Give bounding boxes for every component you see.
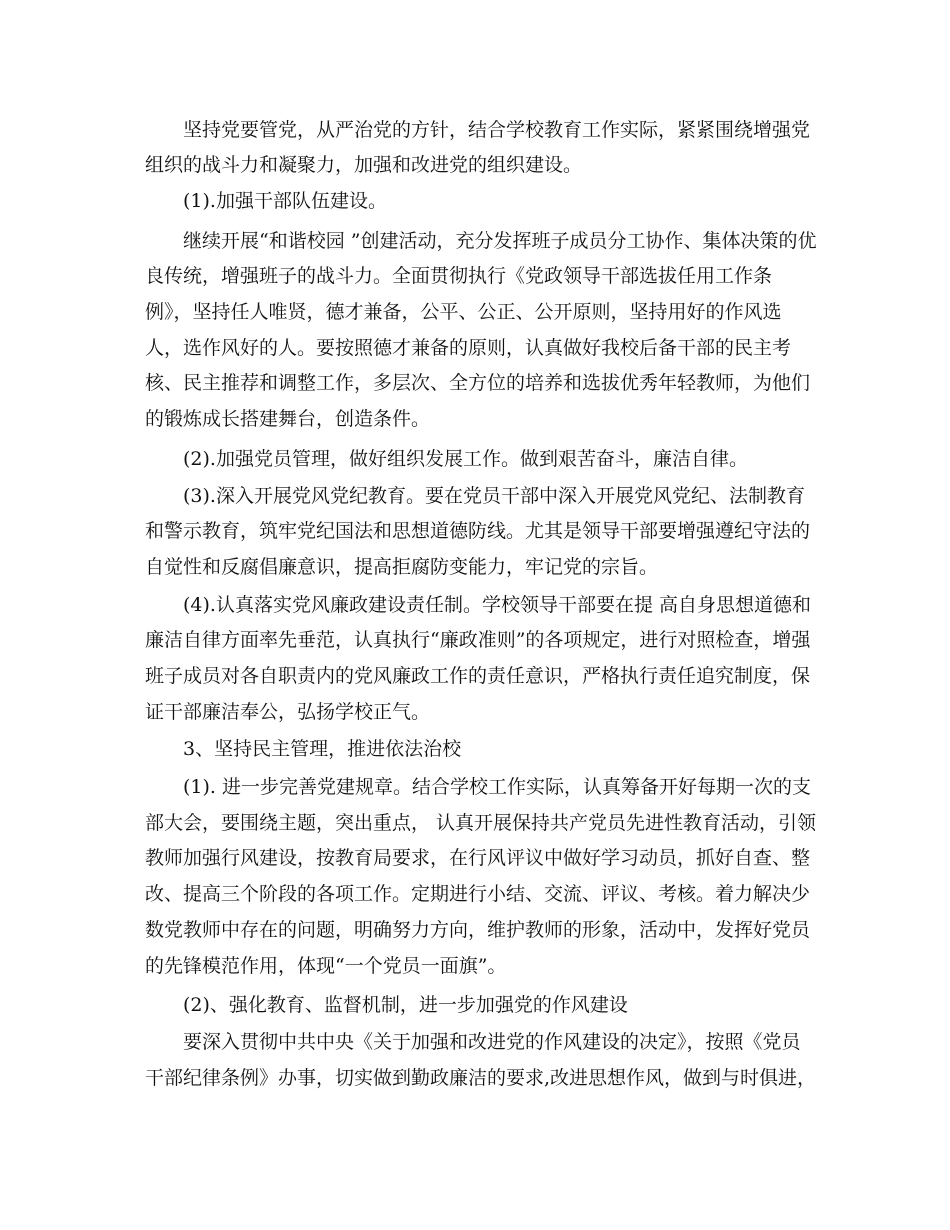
text-line: 数党教师中存在的问题，明确努力方向，维护教师的形象，活动中，发挥好党员 [145,919,811,941]
text-line: 人，选作风好的人。要按照德才兼备的原则，认真做好我校后备干部的民主考 [145,337,792,359]
text-line: 要深入贯彻中共中央《关于加强和改进党的作风建设的决定》，按照《党员 [183,1031,801,1053]
text-line: 证干部廉洁奉公，弘扬学校正气。 [145,701,431,723]
text-line: 核、民主推荐和调整工作，多层次、全方位的培养和选拔优秀年轻教师，为他们 [145,372,811,394]
text-line: 自觉性和反腐倡廉意识，提高拒腐防变能力，牢记党的宗旨。 [145,556,659,578]
text-line: 例》，坚持任人唯贤，德才兼备，公平、公正、公开原则，坚持用好的作风选 [145,301,782,323]
text-line: (1).加强干部队伍建设。 [183,190,387,212]
text-line: 部大会，要围绕主题，突出重点， 认真开展保持共产党员先进性教育活动，引领 [145,812,817,834]
text-line: 3、坚持民主管理，推进依法治校 [183,738,462,760]
text-line: 和警示教育，筑牢党纪国法和思想道德防线。尤其是领导干部要增强遵纪守法的 [145,520,811,542]
text-line: (3).深入开展党风党纪教育。要在党员干部中深入开展党风党纪、法制教育 [183,485,805,507]
text-line: 的锻炼成长搭建舞台，创造条件。 [145,408,431,430]
text-line: 继续开展“和谐校园 ”创建活动，充分发挥班子成员分工协作、集体决策的优 [183,230,817,252]
text-line: (2)、强化教育、监督机制，进一步加强党的作风建设 [183,994,628,1016]
text-line: 干部纪律条例》办事，切实做到勤政廉洁的要求,改进思想作风，做到与时俱进， [145,1067,817,1089]
text-line: 的先锋模范作用，体现“一个党员一面旗”。 [145,955,507,977]
text-line: 良传统，增强班子的战斗力。全面贯彻执行《党政领导干部选拔任用工作条 [145,265,773,287]
text-line: 坚持党要管党，从严治党的方针，结合学校教育工作实际，紧紧围绕增强党 [183,119,811,141]
text-line: 改、提高三个阶段的各项工作。定期进行小结、交流、评议、考核。着力解决少 [145,883,811,905]
text-line: 教师加强行风建设，按教育局要求，在行风评议中做好学习动员，抓好自查、整 [145,847,811,869]
text-line: 班子成员对各自职责内的党风廉政工作的责任意识，严格执行责任追究制度，保 [145,665,811,687]
text-line: (1). 进一步完善党建规章。结合学校工作实际，认真筹备开好每期一次的支 [183,776,811,798]
text-line: 廉洁自律方面率先垂范，认真执行“廉政准则”的各项规定，进行对照检查，增强 [145,629,811,651]
text-line: 组织的战斗力和凝聚力，加强和改进党的组织建设。 [145,154,583,176]
text-line: (4).认真落实党风廉政建设责任制。学校领导干部要在提 高自身思想道德和 [183,594,811,616]
text-line: (2).加强党员管理，做好组织发展工作。做到艰苦奋斗，廉洁自律。 [183,448,748,470]
